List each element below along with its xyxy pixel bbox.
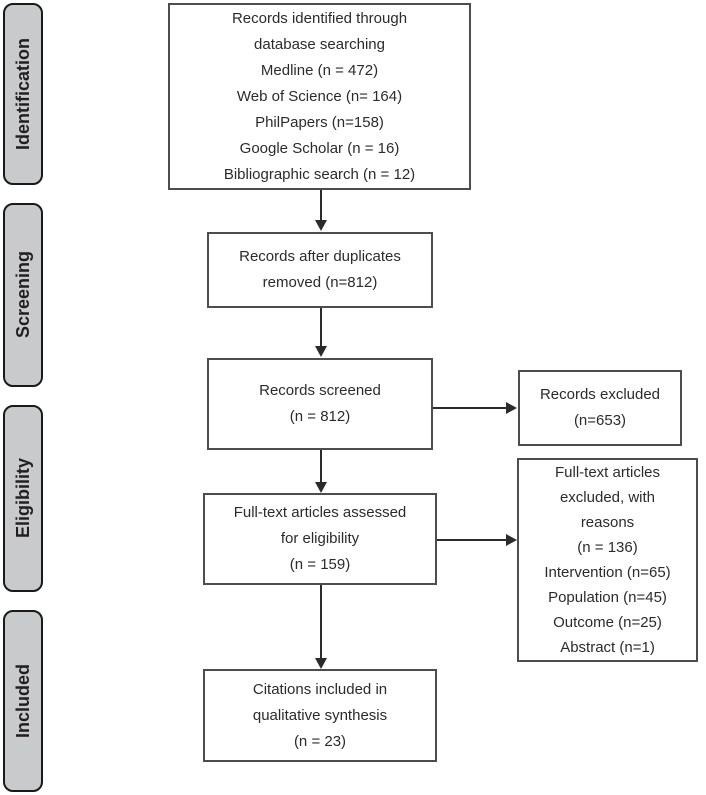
box-line: (n=653)	[573, 412, 627, 429]
arrow-right-fulltext-to-excluded	[437, 539, 506, 541]
box-line: database searching	[254, 35, 385, 53]
box-line: PhilPapers (n=158)	[255, 113, 384, 131]
box-line: (n = 159)	[289, 556, 351, 573]
box-records-screened	[207, 358, 433, 450]
box-line: for eligibility	[280, 530, 360, 547]
box-line: reasons	[580, 514, 635, 531]
box-line: Intervention (n=65)	[544, 564, 671, 581]
box-line: removed (n=812)	[262, 274, 378, 291]
arrow-down-fulltext-to-included	[320, 585, 322, 658]
box-line: Records screened	[259, 382, 381, 399]
arrow-down-screened-to-fulltext	[320, 450, 322, 482]
box-citations-included	[203, 669, 437, 762]
arrow-down-duplicates-to-screened	[320, 308, 322, 346]
arrow-down-identified-to-duplicates	[320, 190, 322, 220]
stage-label-text: Screening	[12, 251, 33, 339]
box-line: Full-text articles	[554, 464, 661, 481]
box-line: Citations included in	[252, 680, 388, 698]
box-line: Medline (n = 472)	[260, 61, 379, 79]
box-line: Outcome (n=25)	[553, 614, 662, 631]
box-line: Web of Science (n= 164)	[236, 87, 403, 105]
stage-label-identification	[3, 3, 43, 185]
stage-label-eligibility	[3, 405, 43, 592]
box-line: Records excluded	[539, 386, 661, 403]
stage-label-text: Included	[12, 663, 33, 738]
box-line: (n = 812)	[289, 408, 351, 425]
box-records-identified	[168, 3, 471, 190]
box-line: Records identified through	[231, 9, 408, 27]
box-line: Records after duplicates	[239, 248, 401, 265]
box-line: (n = 23)	[293, 732, 347, 750]
box-line: Population (n=45)	[548, 589, 667, 606]
box-fulltext-excluded	[517, 458, 698, 662]
arrow-right-screened-to-excluded	[433, 407, 506, 409]
box-line: excluded, with	[559, 489, 656, 506]
box-line: (n = 136)	[577, 539, 638, 556]
box-line: Bibliographic search (n = 12)	[223, 165, 416, 183]
stage-label-included	[3, 610, 43, 792]
stage-label-text: Eligibility	[12, 458, 33, 539]
stage-label-text: Identification	[12, 38, 33, 150]
box-line: Full-text articles assessed	[233, 504, 407, 521]
stage-label-screening	[3, 203, 43, 387]
box-line: Google Scholar (n = 16)	[239, 139, 400, 157]
box-records-excluded	[518, 370, 682, 446]
box-duplicates-removed	[207, 232, 433, 308]
box-fulltext-assessed	[203, 493, 437, 585]
box-line: qualitative synthesis	[252, 706, 388, 724]
box-line: Abstract (n=1)	[560, 639, 655, 656]
